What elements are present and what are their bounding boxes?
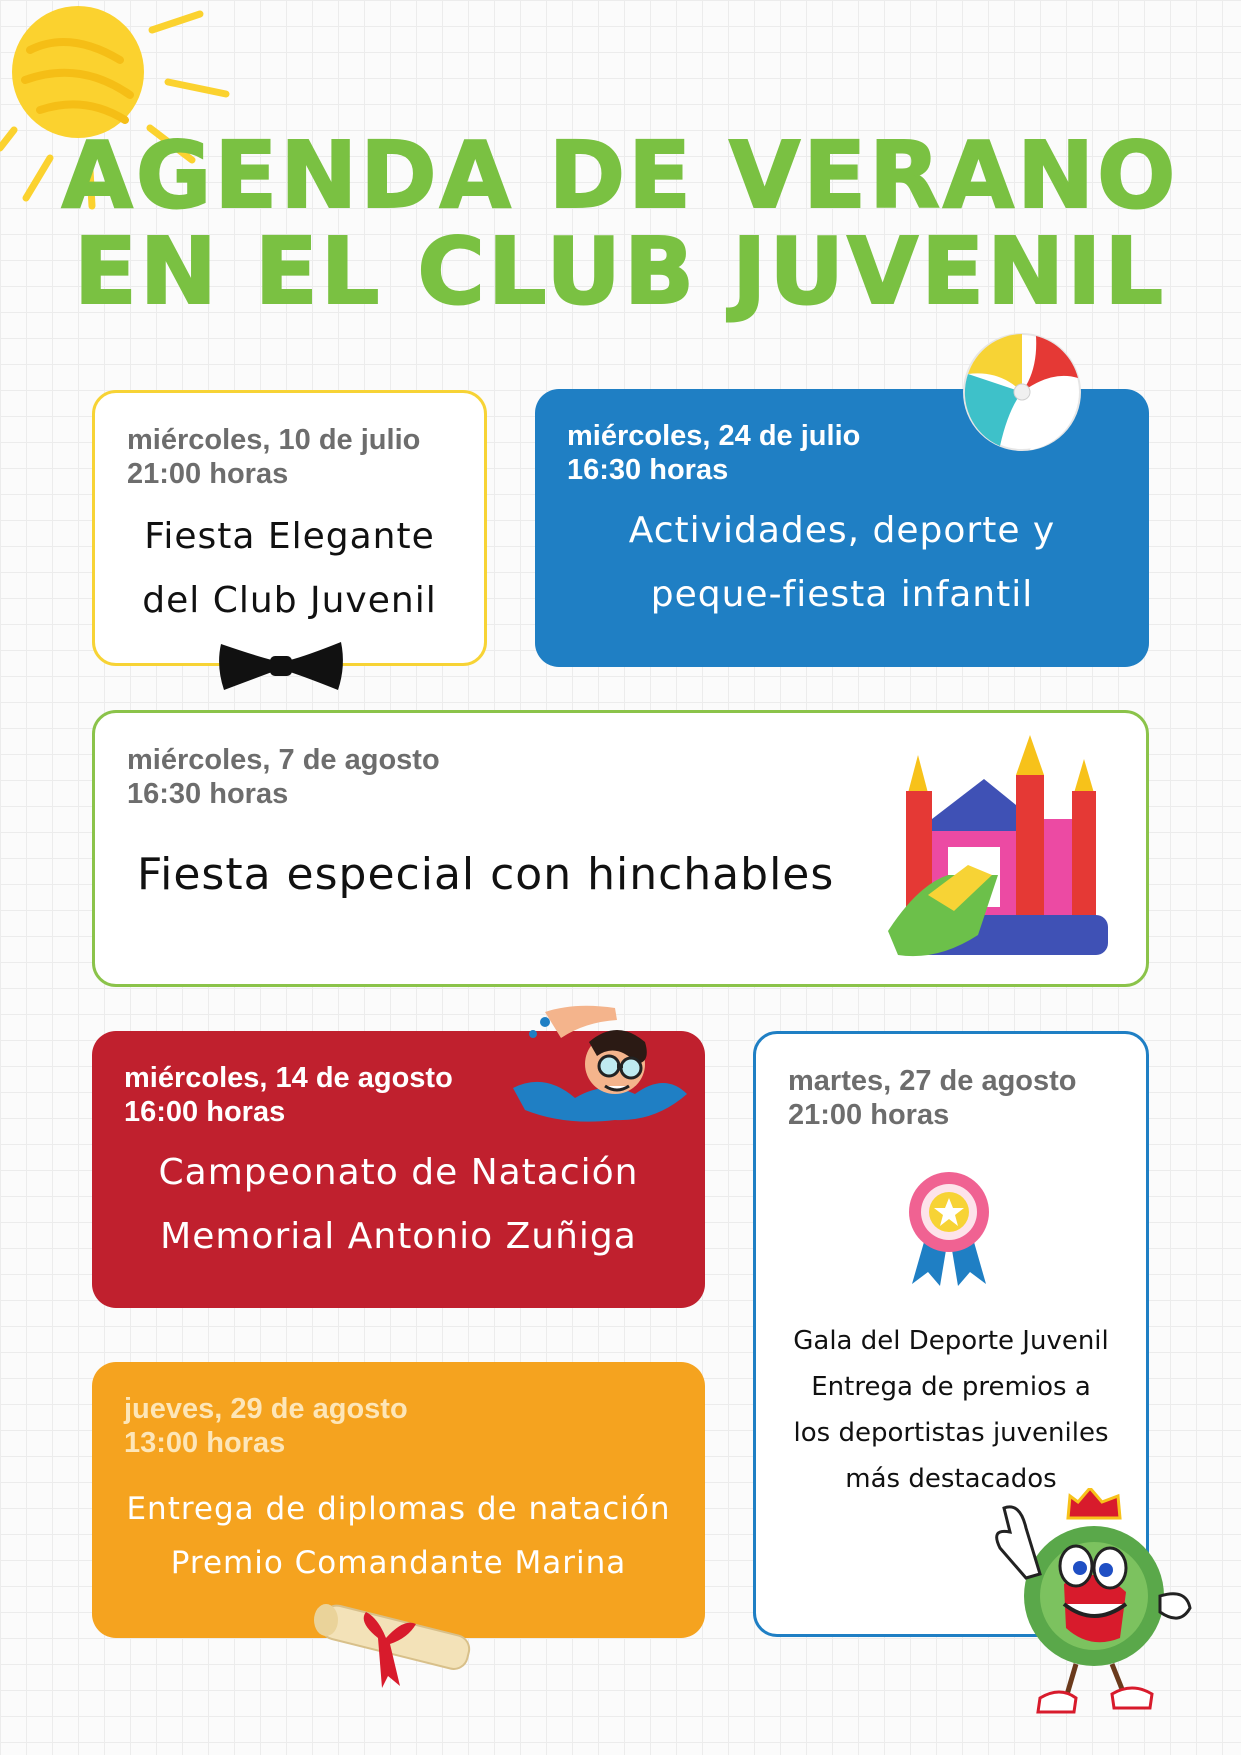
event-title xyxy=(92,1482,705,1590)
event-card-fiesta-elegante xyxy=(92,390,487,666)
event-title-line-2: del Club Juvenil xyxy=(142,580,437,621)
event-date-text: miércoles, 7 de agosto xyxy=(127,744,440,776)
event-date-text: martes, 27 de agosto xyxy=(788,1065,1077,1097)
diploma-scroll-icon xyxy=(308,1598,480,1690)
event-title-line-2: Premio Comandante Marina xyxy=(170,1545,627,1581)
event-date-text: miércoles, 10 de julio xyxy=(127,424,421,456)
event-date xyxy=(127,423,420,491)
title-line-1: AGENDA DE VERANO xyxy=(61,122,1179,229)
event-date-text: miércoles, 24 de julio xyxy=(567,420,861,452)
event-title-line-4: más destacados xyxy=(845,1464,1057,1494)
title-line-2: EN EL CLUB JUVENIL xyxy=(74,218,1166,325)
event-title-line-3: los deportistas juveniles xyxy=(793,1418,1109,1448)
event-date xyxy=(567,419,860,487)
award-ribbon-icon xyxy=(904,1168,994,1288)
event-time-text: 16:00 horas xyxy=(124,1096,286,1128)
event-time-text: 16:30 horas xyxy=(127,778,289,810)
event-title-line-1: Entrega de diplomas de natación xyxy=(126,1491,671,1527)
event-title-line-2: peque-fiesta infantil xyxy=(650,574,1034,615)
event-date xyxy=(124,1061,453,1129)
event-title-line-1: Fiesta especial con hinchables xyxy=(137,849,835,900)
event-date xyxy=(124,1392,408,1460)
event-time-text: 16:30 horas xyxy=(567,454,729,486)
event-time-text: 21:00 horas xyxy=(127,458,289,490)
swimmer-icon xyxy=(505,1002,690,1142)
event-title xyxy=(137,843,834,907)
event-title xyxy=(756,1318,1146,1502)
bow-tie-icon xyxy=(216,638,346,694)
event-title-line-1: Campeonato de Natación xyxy=(158,1152,639,1193)
event-title xyxy=(535,499,1149,627)
event-time-text: 21:00 horas xyxy=(788,1099,950,1131)
event-title-line-1: Fiesta Elegante xyxy=(144,516,435,557)
bouncy-castle-icon xyxy=(888,735,1114,967)
event-title xyxy=(92,1141,705,1269)
event-date-text: jueves, 29 de agosto xyxy=(124,1393,408,1425)
event-title-line-1: Actividades, deporte y xyxy=(628,510,1056,551)
event-title-line-2: Memorial Antonio Zuñiga xyxy=(160,1216,637,1257)
event-title-line-2: Entrega de premios a xyxy=(811,1372,1091,1402)
event-date xyxy=(788,1064,1077,1132)
mascot-icon xyxy=(980,1488,1200,1723)
event-date-text: miércoles, 14 de agosto xyxy=(124,1062,453,1094)
page-title xyxy=(60,122,1180,325)
event-date xyxy=(127,743,440,811)
event-time-text: 13:00 horas xyxy=(124,1427,286,1459)
beach-ball-icon xyxy=(960,330,1084,454)
event-title-line-1: Gala del Deporte Juvenil xyxy=(793,1326,1109,1356)
event-card-diplomas xyxy=(92,1362,705,1638)
event-title xyxy=(95,505,484,633)
